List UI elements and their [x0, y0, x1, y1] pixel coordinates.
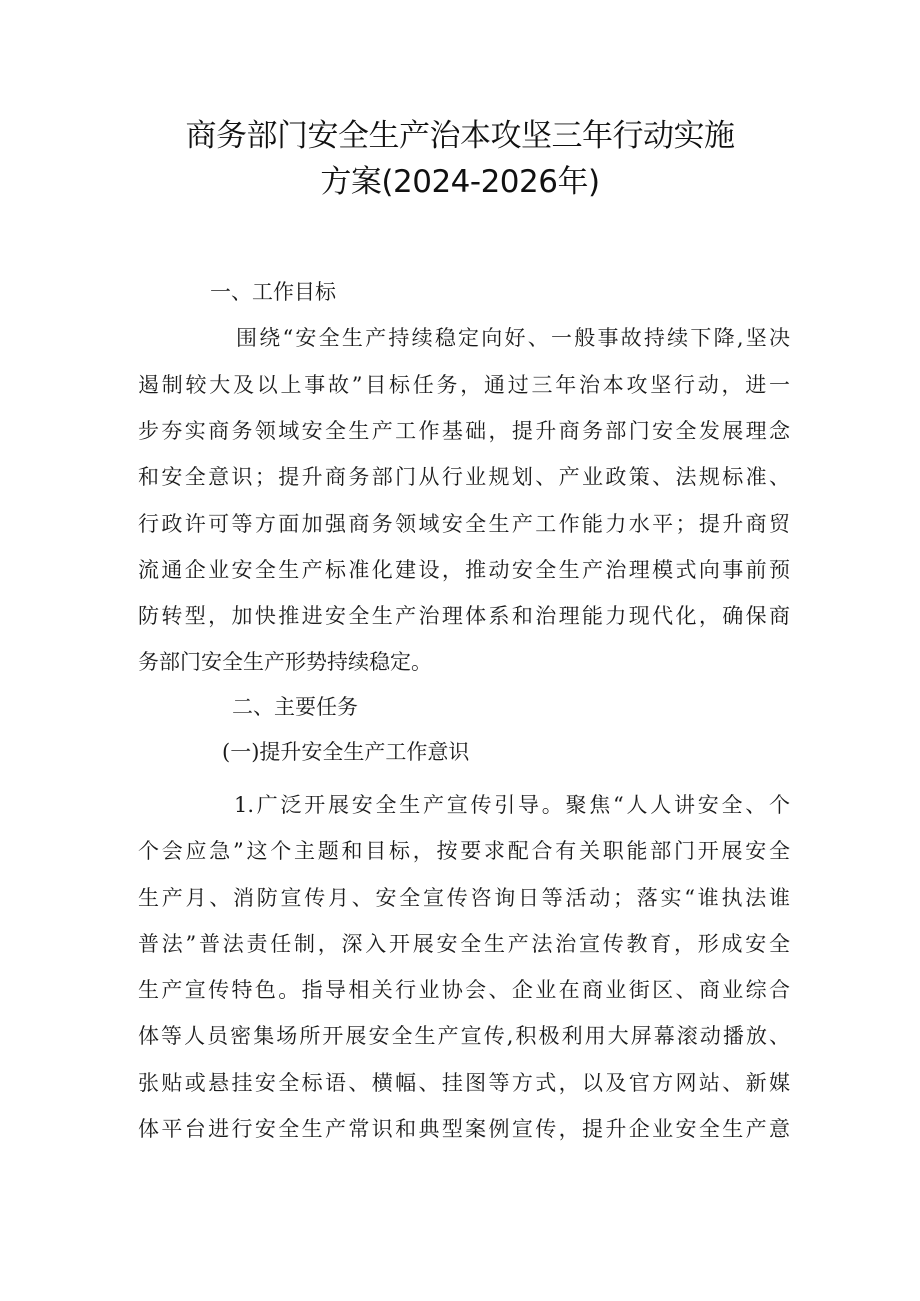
paragraph-line: 个会应急”这个主题和目标，按要求配合有关职能部门开展安全 — [138, 839, 790, 863]
document-title-line-2: 方案(2024-2026年) — [320, 164, 600, 200]
paragraph-line: 遏制较大及以上事故”目标任务，通过三年治本攻坚行动，进一 — [138, 373, 790, 397]
paragraph-line: 步夯实商务领域安全生产工作基础，提升商务部门安全发展理念 — [138, 419, 790, 443]
paragraph-line: 体平台进行安全生产常识和典型案例宣传，提升企业安全生产意 — [138, 1117, 790, 1141]
document-title-line-1: 商务部门安全生产治本攻坚三年行动实施 — [185, 118, 735, 154]
paragraph-line: 务部门安全生产形势持续稳定。 — [138, 650, 432, 674]
paragraph-line: 和安全意识；提升商务部门从行业规划、产业政策、法规标准、 — [138, 465, 790, 489]
paragraph-line: 流通企业安全生产标准化建设，推动安全生产治理模式向事前预 — [138, 558, 790, 582]
paragraph-line: 体等人员密集场所开展安全生产宣传,积极利用大屏幕滚动播放、 — [138, 1024, 790, 1048]
paragraph-line: 张贴或悬挂安全标语、横幅、挂图等方式，以及官方网站、新媒 — [138, 1071, 790, 1095]
section-heading-tasks: 二、主要任务 — [232, 695, 358, 719]
paragraph-line: 防转型，加快推进安全生产治理体系和治理能力现代化，确保商 — [138, 604, 790, 628]
paragraph-line: 生产宣传特色。指导相关行业协会、企业在商业街区、商业综合 — [138, 978, 790, 1002]
subsection-heading: (一)提升安全生产工作意识 — [222, 740, 470, 764]
paragraph-line: 行政许可等方面加强商务领域安全生产工作能力水平；提升商贸 — [138, 512, 790, 536]
paragraph-line: 围绕“安全生产持续稳定向好、一般事故持续下降,坚决 — [236, 326, 790, 350]
paragraph-line: 生产月、消防宣传月、安全宣传咨询日等活动；落实“谁执法谁 — [138, 886, 790, 910]
paragraph-line: 普法”普法责任制，深入开展安全生产法治宣传教育，形成安全 — [138, 932, 790, 956]
paragraph-line: 1.广泛开展安全生产宣传引导。聚焦“人人讲安全、个 — [234, 793, 790, 817]
section-heading-goals: 一、工作目标 — [210, 280, 336, 304]
